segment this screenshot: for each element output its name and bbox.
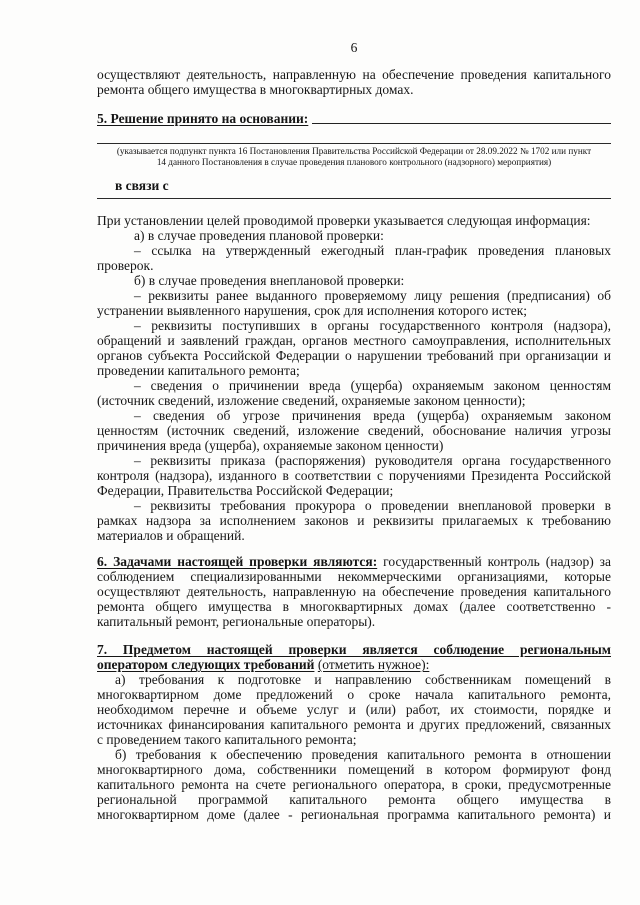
page-number: 6 [350,40,358,55]
section-7 [97,642,611,822]
section-6-heading: 6. Задачами настоящей проверки являются: [97,554,378,569]
goals-item [97,498,611,543]
text-line: многоквартирном доме предложений о сроке начала капитального ремонта, [97,687,611,702]
text-line: капитальный ремонт, региональные операторы). [97,614,376,629]
basis-blank-line [312,122,611,124]
text-line: региональной программой капитального ремонта общего имущества в [97,792,611,807]
section-7-heading-note: (отметить нужное): [317,657,430,672]
section-7-heading-line-2 [97,657,611,672]
reason-label: в связи с [115,178,169,193]
text-line: – сведения о причинении вреда (ущерба) охраняемым законом ценностям [134,378,611,393]
reason-blank-line [97,198,611,199]
section-6-first-line [97,554,611,569]
goals-item [97,378,611,408]
text-line: 14 данного Постановления в случае проведения планового контрольного (надзорного) мероприятия) [156,157,552,167]
section-6-body [97,569,611,629]
basis-second-blank-line [97,143,611,144]
section-7-heading-cont: оператором следующих требований [97,657,315,672]
goals-section [97,213,611,543]
text-line: проведении капитального ремонта; [97,363,300,378]
goals-item [97,408,611,453]
goals-item-planned [97,228,611,243]
text-line: контроля (надзора), изданного в соответствии с поручениями Президента Российской [97,468,611,483]
text-line: причинения вреда (ущерба), охраняемые законом ценности) [97,438,444,453]
section-6-first-line-text: государственный контроль (надзор) за [383,554,611,569]
section-7-heading-line-1 [97,642,611,657]
text-line: – реквизиты приказа (распоряжения) руководителя органа государственного [134,453,611,468]
text-line: источниках финансирования капитального ремонта и других предложений, связанных [97,717,611,732]
text-line: ценностям (источник сведений, изложение сведений, обоснование наличия угрозы [97,423,611,438]
text-line: – реквизиты ранее выданного проверяемому лицу решения (предписания) об [134,288,611,303]
goals-item [97,318,611,378]
text-line: ремонта общего имущества в многоквартирных домах. [97,82,414,97]
basis-label: 5. Решение принято на основании: [97,111,309,126]
text-line: проверок. [97,258,154,273]
text-line: (источник сведений, изложение сведений, охраняемые законом ценности); [97,393,526,408]
text-line: – сведения об угрозе причинения вреда (ущерба) охраняемым законом [134,408,611,423]
text-line: с проведением такого капитального ремонта; [97,732,357,747]
text-line: устранении выявленного нарушения, срок для исполнения которого истек; [97,303,528,318]
text-line: капитального ремонта на счете регионального оператора, в сроки, предусмотренные [97,777,611,792]
text-line: – реквизиты поступивших в органы государственного контроля (надзора), [134,318,611,333]
section-7-heading: 7. Предметом настоящей проверки является соблюдение региональным [97,642,611,657]
text-line: ремонта общего имущества в многоквартирных домах (далее соответственно - [97,599,611,614]
goals-item [97,288,611,318]
text-line: соблюдением специализированными некоммерческими организациями, которые [97,569,611,584]
text-line: б) требования к обеспечению проведения капитального ремонта в отношении [115,747,611,762]
basis-footnote [97,146,611,168]
section-7-item-a [97,672,611,747]
text-line: а) в случае проведения плановой проверки: [134,228,384,243]
text-line: – реквизиты требования прокурора о проведении внеплановой проверки в [134,498,611,513]
text-line: б) в случае проведения внеплановой проверки: [134,273,405,288]
goals-item [97,243,611,273]
basis-row [97,111,611,126]
text-line: (указывается подпункт пункта 16 Постановления Правительства Российской Федерации от 28.09.2022 № 1702 или пункт [116,146,592,156]
text-line: материалов и обращений. [97,528,245,543]
text-line: осуществляют деятельность, направленную на обеспечение проведения капитального [97,67,611,82]
section-6 [97,554,611,629]
goals-item-unplanned [97,273,611,288]
continued-paragraph [97,67,611,97]
text-line: обращений и заявлений граждан, органов местного самоуправления, исполнительных [97,333,611,348]
text-line: а) требования к подготовке и направлению собственникам помещений в [115,672,611,687]
text-line: рамках надзора за исполнением законов и реквизиты прилагаемых к требованию [97,513,611,528]
text-line: необходимом перечне и объеме услуг и (или) работ, их стоимости, порядке и [97,702,611,717]
text-line: – ссылка на утвержденный ежегодный план-график проведения плановых [134,243,611,258]
text-line: Федерации, Правительства Российской Федерации; [97,483,394,498]
text-line: многоквартирного дома, собственники помещений в котором формируют фонд [97,762,611,777]
section-7-item-b [97,747,611,822]
text-line: многоквартирном доме (далее - региональная программа капитального ремонта) и [97,807,611,822]
goals-item [97,453,611,498]
goals-intro [97,213,611,228]
text-line: При установлении целей проводимой проверки указывается следующая информация: [97,213,591,228]
text-line: органов субъекта Российской Федерации о нарушении требований при организации и [97,348,611,363]
text-line: осуществляют деятельность, направленную на обеспечение проведения капитального [97,584,611,599]
